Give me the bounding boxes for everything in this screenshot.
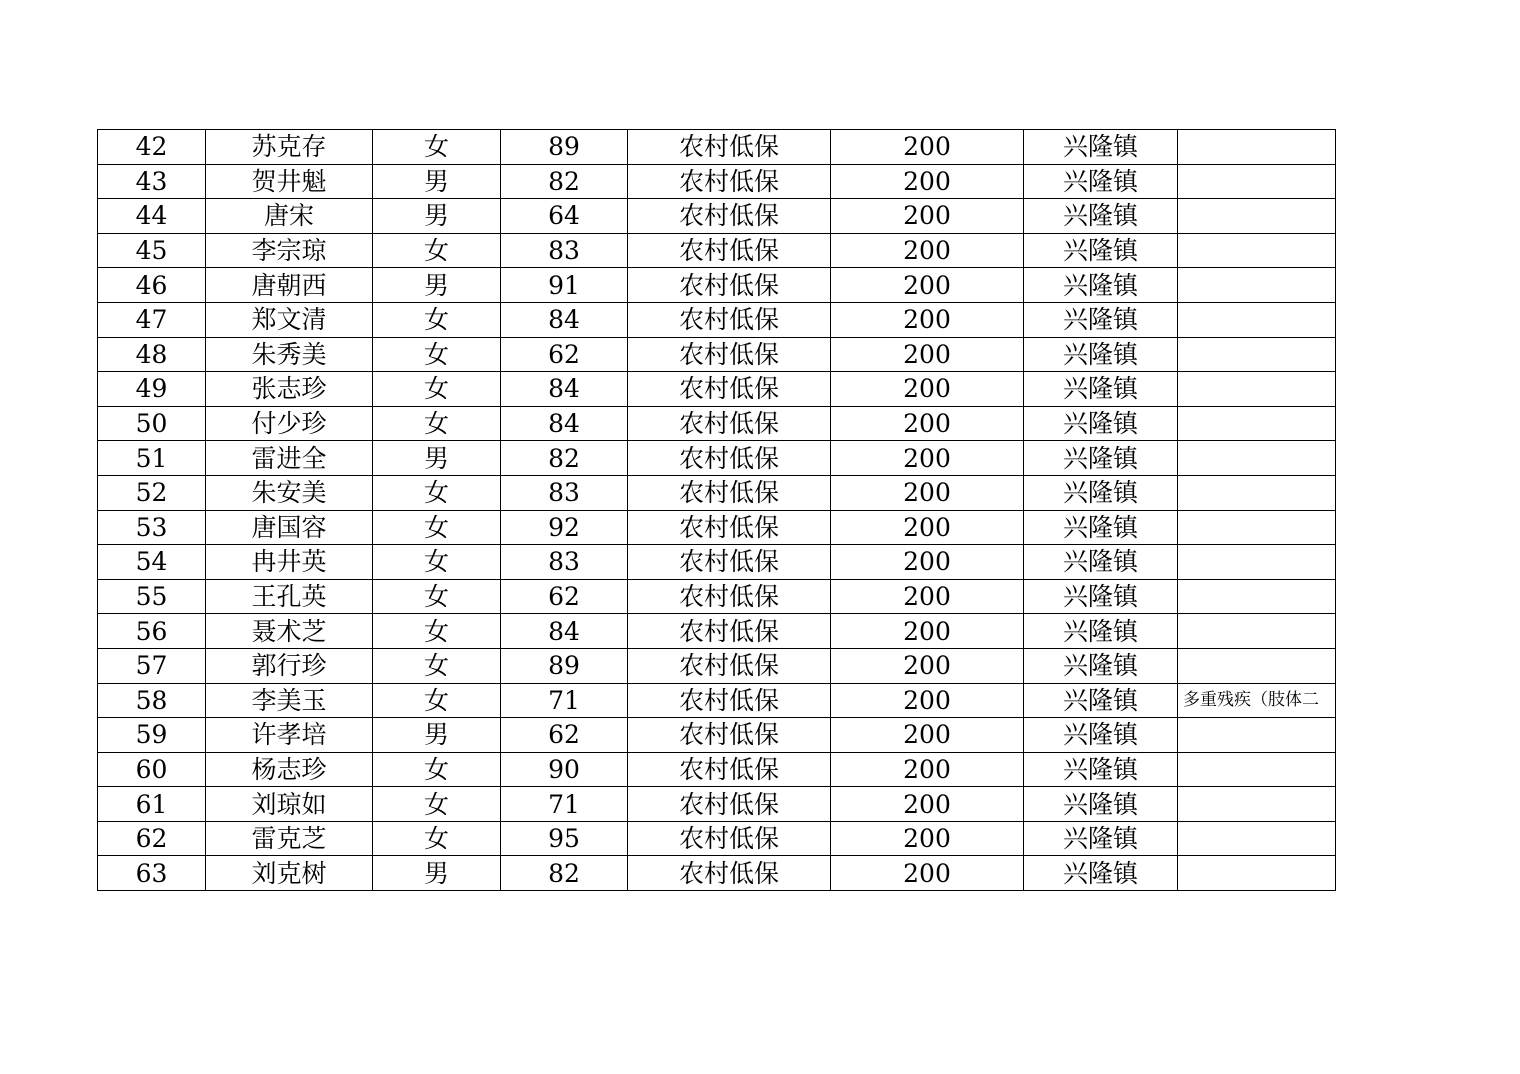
cell-gender: 女 — [373, 752, 501, 787]
cell-town: 兴隆镇 — [1024, 752, 1178, 787]
cell-note — [1178, 233, 1336, 268]
cell-amount: 200 — [831, 752, 1024, 787]
cell-no: 53 — [98, 510, 206, 545]
cell-gender: 女 — [373, 130, 501, 165]
cell-amount: 200 — [831, 302, 1024, 337]
table-row — [98, 199, 1336, 234]
cell-no: 54 — [98, 545, 206, 580]
cell-age: 82 — [501, 164, 628, 199]
cell-name: 刘琼如 — [206, 787, 373, 822]
cell-town: 兴隆镇 — [1024, 164, 1178, 199]
cell-note — [1178, 475, 1336, 510]
cell-town: 兴隆镇 — [1024, 302, 1178, 337]
cell-amount: 200 — [831, 614, 1024, 649]
table-row — [98, 579, 1336, 614]
cell-category: 农村低保 — [628, 199, 831, 234]
cell-name: 雷克芝 — [206, 821, 373, 856]
cell-name: 付少珍 — [206, 406, 373, 441]
cell-name: 唐国容 — [206, 510, 373, 545]
cell-age: 83 — [501, 233, 628, 268]
cell-name: 王孔英 — [206, 579, 373, 614]
cell-category: 农村低保 — [628, 856, 831, 891]
cell-gender: 女 — [373, 545, 501, 580]
cell-amount: 200 — [831, 718, 1024, 753]
cell-no: 50 — [98, 406, 206, 441]
cell-no: 59 — [98, 718, 206, 753]
cell-no: 55 — [98, 579, 206, 614]
cell-town: 兴隆镇 — [1024, 441, 1178, 476]
table-body — [98, 130, 1336, 891]
table-row — [98, 821, 1336, 856]
cell-no: 42 — [98, 130, 206, 165]
cell-age: 84 — [501, 372, 628, 407]
cell-town: 兴隆镇 — [1024, 856, 1178, 891]
cell-town: 兴隆镇 — [1024, 372, 1178, 407]
cell-note — [1178, 406, 1336, 441]
cell-note — [1178, 718, 1336, 753]
cell-no: 56 — [98, 614, 206, 649]
cell-no: 45 — [98, 233, 206, 268]
cell-town: 兴隆镇 — [1024, 130, 1178, 165]
cell-age: 83 — [501, 475, 628, 510]
cell-amount: 200 — [831, 683, 1024, 718]
cell-name: 唐宋 — [206, 199, 373, 234]
cell-note — [1178, 441, 1336, 476]
data-table — [97, 129, 1336, 891]
cell-no: 61 — [98, 787, 206, 822]
cell-name: 郑文清 — [206, 302, 373, 337]
cell-age: 64 — [501, 199, 628, 234]
cell-amount: 200 — [831, 337, 1024, 372]
cell-town: 兴隆镇 — [1024, 648, 1178, 683]
cell-category: 农村低保 — [628, 718, 831, 753]
cell-amount: 200 — [831, 787, 1024, 822]
cell-amount: 200 — [831, 545, 1024, 580]
cell-note — [1178, 648, 1336, 683]
cell-note — [1178, 821, 1336, 856]
cell-name: 刘克树 — [206, 856, 373, 891]
cell-amount: 200 — [831, 475, 1024, 510]
cell-category: 农村低保 — [628, 752, 831, 787]
cell-age: 95 — [501, 821, 628, 856]
cell-category: 农村低保 — [628, 302, 831, 337]
cell-category: 农村低保 — [628, 545, 831, 580]
cell-age: 84 — [501, 406, 628, 441]
cell-category: 农村低保 — [628, 164, 831, 199]
cell-category: 农村低保 — [628, 821, 831, 856]
cell-note: 多重残疾（肢体二 — [1178, 683, 1336, 718]
cell-gender: 女 — [373, 372, 501, 407]
cell-category: 农村低保 — [628, 787, 831, 822]
table-row — [98, 510, 1336, 545]
cell-gender: 女 — [373, 648, 501, 683]
cell-amount: 200 — [831, 441, 1024, 476]
table-row — [98, 856, 1336, 891]
table-row — [98, 752, 1336, 787]
cell-gender: 女 — [373, 787, 501, 822]
cell-category: 农村低保 — [628, 614, 831, 649]
cell-amount: 200 — [831, 164, 1024, 199]
cell-category: 农村低保 — [628, 648, 831, 683]
cell-no: 60 — [98, 752, 206, 787]
cell-note — [1178, 164, 1336, 199]
cell-no: 48 — [98, 337, 206, 372]
cell-gender: 男 — [373, 268, 501, 303]
cell-amount: 200 — [831, 856, 1024, 891]
cell-age: 82 — [501, 441, 628, 476]
cell-amount: 200 — [831, 648, 1024, 683]
cell-gender: 女 — [373, 406, 501, 441]
cell-gender: 女 — [373, 233, 501, 268]
cell-amount: 200 — [831, 372, 1024, 407]
cell-name: 贺井魁 — [206, 164, 373, 199]
cell-amount: 200 — [831, 510, 1024, 545]
cell-note — [1178, 579, 1336, 614]
cell-town: 兴隆镇 — [1024, 510, 1178, 545]
cell-gender: 女 — [373, 683, 501, 718]
cell-name: 聂术芝 — [206, 614, 373, 649]
cell-gender: 女 — [373, 579, 501, 614]
cell-amount: 200 — [831, 130, 1024, 165]
cell-name: 唐朝西 — [206, 268, 373, 303]
cell-name: 许孝培 — [206, 718, 373, 753]
cell-note — [1178, 787, 1336, 822]
cell-no: 51 — [98, 441, 206, 476]
cell-gender: 女 — [373, 337, 501, 372]
cell-name: 杨志珍 — [206, 752, 373, 787]
cell-age: 89 — [501, 130, 628, 165]
cell-no: 52 — [98, 475, 206, 510]
table-row — [98, 268, 1336, 303]
cell-age: 71 — [501, 683, 628, 718]
cell-name: 李宗琼 — [206, 233, 373, 268]
cell-no: 57 — [98, 648, 206, 683]
cell-town: 兴隆镇 — [1024, 787, 1178, 822]
cell-age: 89 — [501, 648, 628, 683]
cell-age: 62 — [501, 337, 628, 372]
cell-town: 兴隆镇 — [1024, 199, 1178, 234]
cell-note — [1178, 130, 1336, 165]
cell-age: 84 — [501, 614, 628, 649]
cell-category: 农村低保 — [628, 441, 831, 476]
cell-gender: 女 — [373, 510, 501, 545]
cell-name: 朱秀美 — [206, 337, 373, 372]
cell-note — [1178, 510, 1336, 545]
cell-town: 兴隆镇 — [1024, 683, 1178, 718]
cell-amount: 200 — [831, 233, 1024, 268]
cell-name: 冉井英 — [206, 545, 373, 580]
cell-age: 91 — [501, 268, 628, 303]
cell-category: 农村低保 — [628, 579, 831, 614]
cell-gender: 女 — [373, 475, 501, 510]
cell-gender: 女 — [373, 821, 501, 856]
cell-gender: 男 — [373, 718, 501, 753]
cell-amount: 200 — [831, 821, 1024, 856]
cell-age: 92 — [501, 510, 628, 545]
cell-note — [1178, 752, 1336, 787]
cell-town: 兴隆镇 — [1024, 268, 1178, 303]
cell-note — [1178, 545, 1336, 580]
cell-town: 兴隆镇 — [1024, 545, 1178, 580]
table-row — [98, 233, 1336, 268]
cell-category: 农村低保 — [628, 337, 831, 372]
cell-town: 兴隆镇 — [1024, 614, 1178, 649]
table-row — [98, 787, 1336, 822]
cell-no: 46 — [98, 268, 206, 303]
cell-age: 84 — [501, 302, 628, 337]
table-row — [98, 302, 1336, 337]
cell-town: 兴隆镇 — [1024, 718, 1178, 753]
cell-town: 兴隆镇 — [1024, 233, 1178, 268]
cell-age: 90 — [501, 752, 628, 787]
cell-gender: 女 — [373, 302, 501, 337]
cell-category: 农村低保 — [628, 475, 831, 510]
table-row — [98, 441, 1336, 476]
cell-no: 43 — [98, 164, 206, 199]
cell-age: 71 — [501, 787, 628, 822]
cell-no: 62 — [98, 821, 206, 856]
table-row — [98, 372, 1336, 407]
cell-note — [1178, 268, 1336, 303]
cell-age: 82 — [501, 856, 628, 891]
cell-name: 雷进全 — [206, 441, 373, 476]
cell-note — [1178, 302, 1336, 337]
table-row — [98, 545, 1336, 580]
cell-town: 兴隆镇 — [1024, 579, 1178, 614]
cell-name: 张志珍 — [206, 372, 373, 407]
cell-note — [1178, 856, 1336, 891]
cell-no: 49 — [98, 372, 206, 407]
cell-age: 62 — [501, 718, 628, 753]
cell-town: 兴隆镇 — [1024, 406, 1178, 441]
cell-amount: 200 — [831, 579, 1024, 614]
table-row — [98, 337, 1336, 372]
cell-no: 58 — [98, 683, 206, 718]
table-row — [98, 614, 1336, 649]
cell-amount: 200 — [831, 199, 1024, 234]
table-row — [98, 164, 1336, 199]
cell-category: 农村低保 — [628, 683, 831, 718]
cell-age: 83 — [501, 545, 628, 580]
cell-category: 农村低保 — [628, 233, 831, 268]
cell-no: 47 — [98, 302, 206, 337]
cell-category: 农村低保 — [628, 130, 831, 165]
table-row — [98, 475, 1336, 510]
cell-category: 农村低保 — [628, 510, 831, 545]
cell-gender: 男 — [373, 856, 501, 891]
cell-name: 李美玉 — [206, 683, 373, 718]
cell-age: 62 — [501, 579, 628, 614]
cell-name: 朱安美 — [206, 475, 373, 510]
table-row — [98, 683, 1336, 718]
cell-category: 农村低保 — [628, 406, 831, 441]
cell-gender: 男 — [373, 199, 501, 234]
cell-amount: 200 — [831, 268, 1024, 303]
cell-gender: 女 — [373, 614, 501, 649]
cell-note — [1178, 614, 1336, 649]
table-row — [98, 406, 1336, 441]
cell-gender: 男 — [373, 441, 501, 476]
cell-no: 44 — [98, 199, 206, 234]
table-row — [98, 718, 1336, 753]
cell-town: 兴隆镇 — [1024, 475, 1178, 510]
cell-note — [1178, 199, 1336, 234]
cell-no: 63 — [98, 856, 206, 891]
cell-note — [1178, 337, 1336, 372]
cell-amount: 200 — [831, 406, 1024, 441]
table-row — [98, 130, 1336, 165]
cell-category: 农村低保 — [628, 372, 831, 407]
table-row — [98, 648, 1336, 683]
cell-note — [1178, 372, 1336, 407]
cell-name: 苏克存 — [206, 130, 373, 165]
cell-town: 兴隆镇 — [1024, 337, 1178, 372]
cell-gender: 男 — [373, 164, 501, 199]
cell-category: 农村低保 — [628, 268, 831, 303]
cell-town: 兴隆镇 — [1024, 821, 1178, 856]
cell-name: 郭行珍 — [206, 648, 373, 683]
